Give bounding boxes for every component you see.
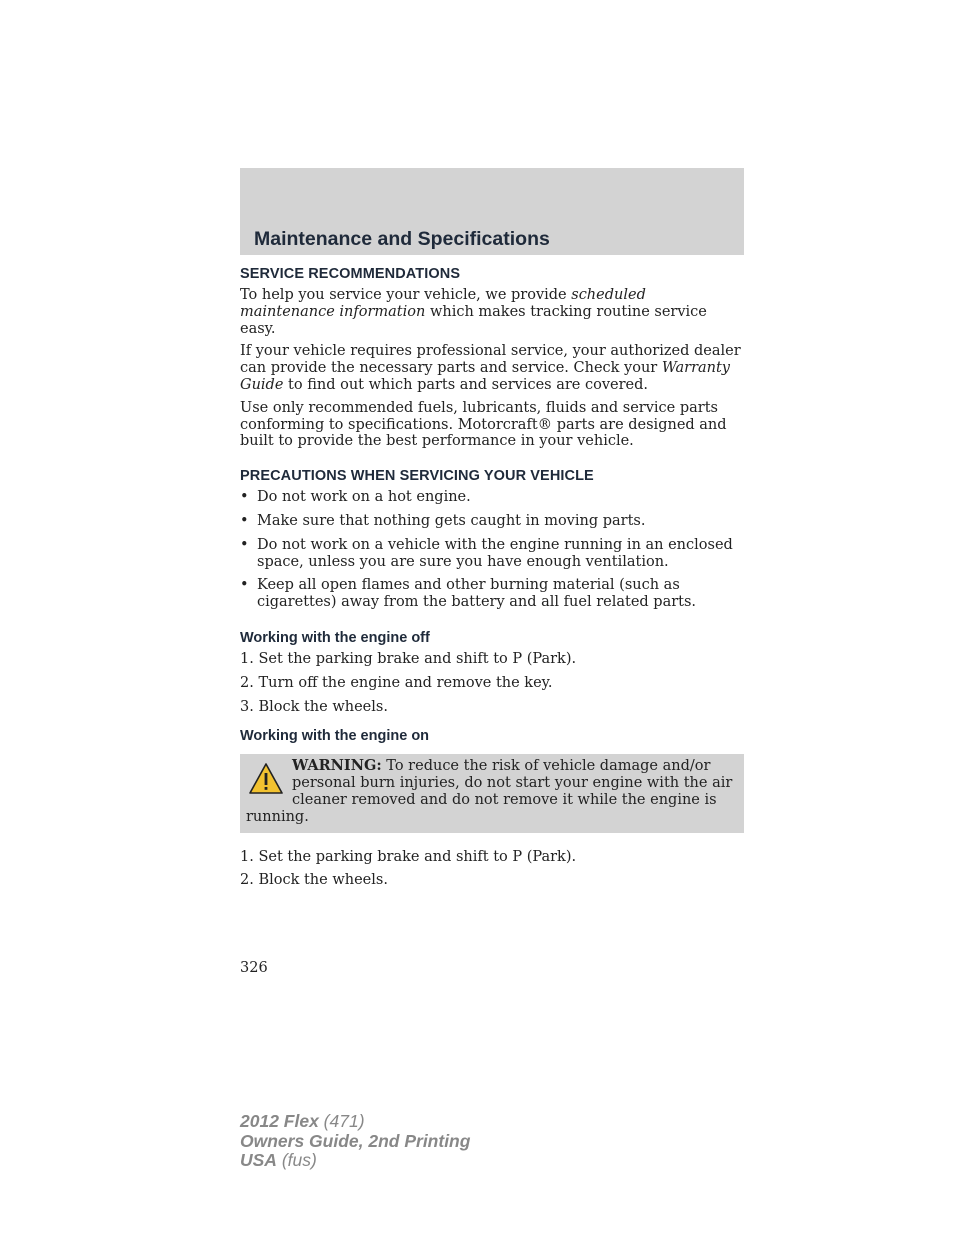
engine-on-heading: Working with the engine on xyxy=(240,728,430,745)
precautions-list xyxy=(240,489,744,611)
footer-line-1: 2012 Flex (471) xyxy=(240,1111,365,1131)
list-item: 2. Block the wheels. xyxy=(240,872,388,889)
section-title: Maintenance and Specifications xyxy=(254,228,550,250)
service-paragraph-1: To help you service your vehicle, we provide scheduled maintenance information which makes tracking routine service easy. xyxy=(240,287,707,337)
engine-off-steps xyxy=(240,651,744,715)
section-header-band xyxy=(240,168,744,255)
service-paragraph-2: If your vehicle requires professional service, your authorized dealer can provide the necessary parts and service. Check your Warranty Guide to find out which parts and services are covered. xyxy=(240,343,741,393)
footer-line-2: Owners Guide, 2nd Printing xyxy=(240,1130,471,1151)
document-footer xyxy=(240,1112,470,1171)
list-item: 3. Block the wheels. xyxy=(240,698,388,715)
engine-on-steps xyxy=(240,849,744,890)
precautions-heading: PRECAUTIONS WHEN SERVICING YOUR VEHICLE xyxy=(240,468,594,485)
list-item: 2. Turn off the engine and remove the key. xyxy=(240,674,553,691)
footer-line-3: USA (fus) xyxy=(240,1150,317,1170)
warning-box xyxy=(240,754,744,832)
engine-off-heading: Working with the engine off xyxy=(240,629,430,646)
service-paragraph-3: Use only recommended fuels, lubricants, fluids and service parts conforming to specifications. Motorcraft® parts are designed and built to provide the best performance in your vehicle. xyxy=(240,399,727,450)
page-number: 326 xyxy=(240,960,268,976)
list-item: 1. Set the parking brake and shift to P (Park). xyxy=(240,650,577,667)
list-item: • Do not work on a vehicle with the engine running in an enclosed space, unless you are sure you have enough ventilation. xyxy=(240,536,733,570)
list-item: • Keep all open flames and other burning material (such as cigarettes) away from the battery and all fuel related parts. xyxy=(240,577,697,611)
warning-triangle-icon xyxy=(248,762,284,796)
list-item: 1. Set the parking brake and shift to P (Park). xyxy=(240,848,577,865)
list-item: • Do not work on a hot engine. xyxy=(240,489,471,506)
warning-text: To reduce the risk of vehicle damage and/or personal burn injuries, do not start your engine with the air cleaner removed and do not remove it while the engine is running. xyxy=(246,758,733,825)
list-item: • Make sure that nothing gets caught in moving parts. xyxy=(240,512,646,529)
service-recommendations-heading: SERVICE RECOMMENDATIONS xyxy=(240,266,461,282)
warning-label: WARNING: xyxy=(292,757,382,775)
page-content xyxy=(240,266,744,896)
